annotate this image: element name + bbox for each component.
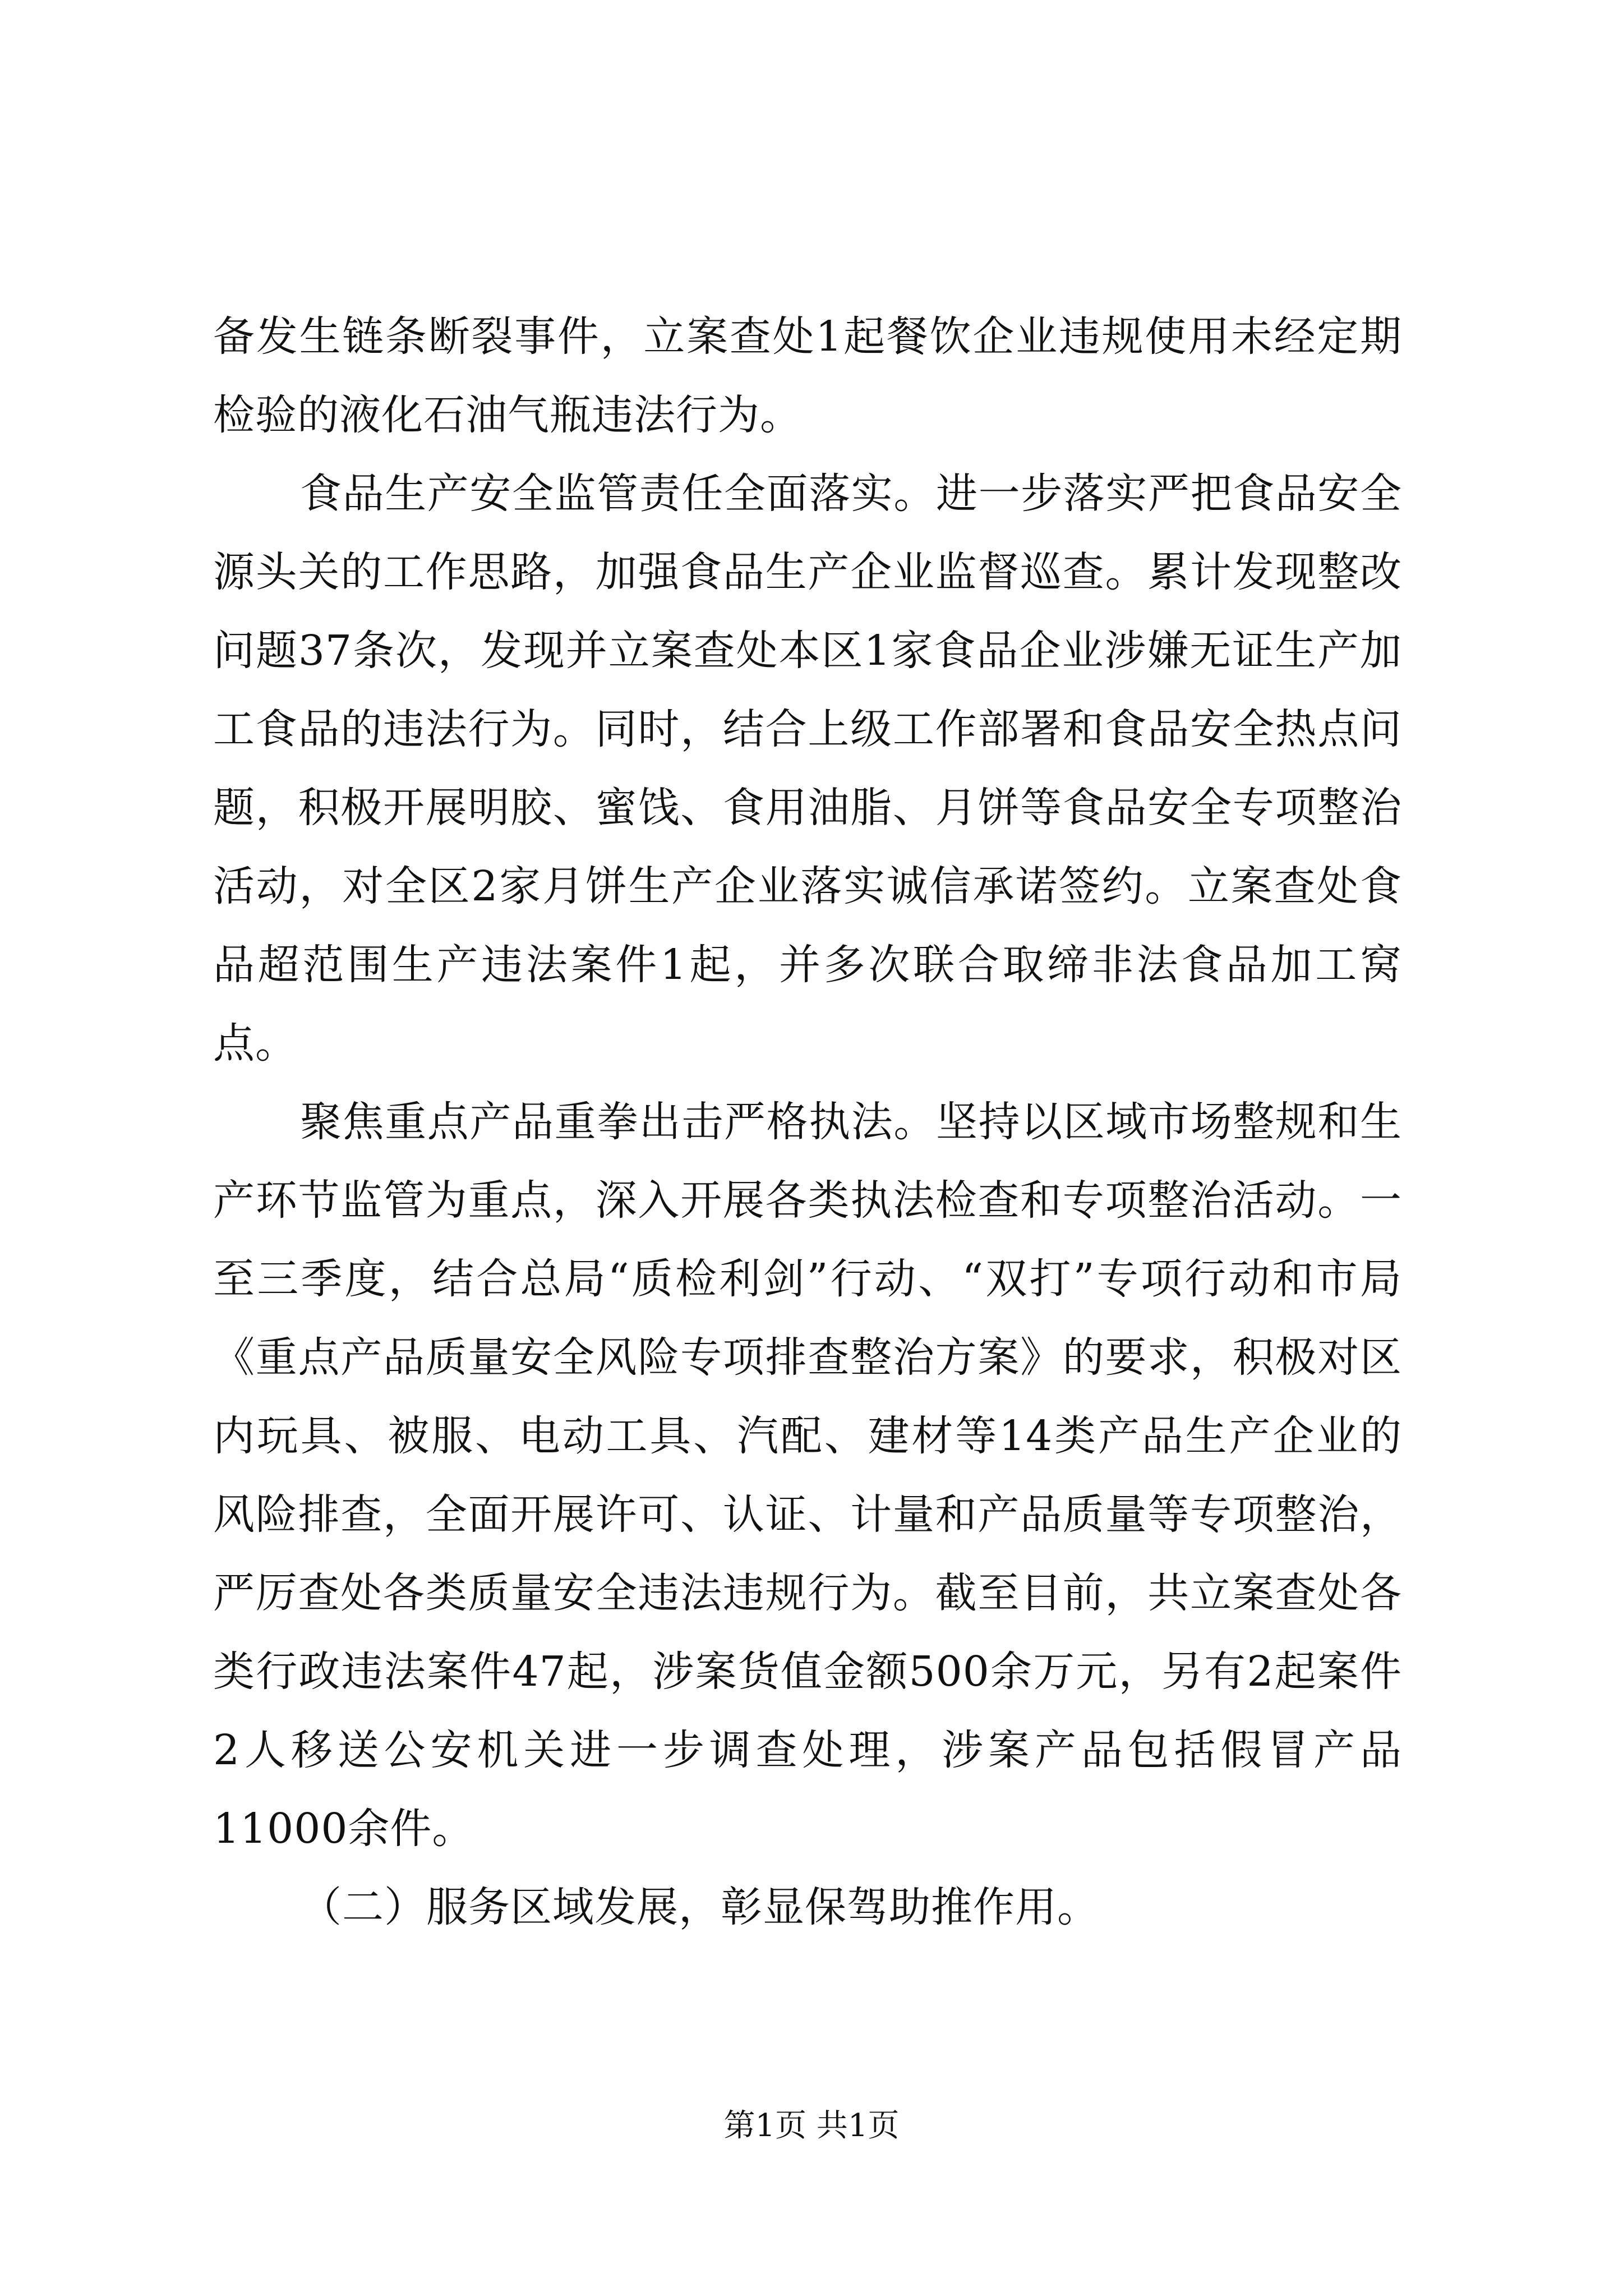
- page-footer: 第1页 共1页: [723, 2108, 900, 2144]
- document-body: [213, 297, 1402, 1947]
- paragraph-food-safety: 食品生产安全监管责任全面落实。进一步落实严把食品安全源头关的工作思路，加强食品生产企业监督巡查。累计发现整改问题37条次，发现并立案查处本区1家食品企业涉嫌无证生产加工食品的违法行为。同时，结合上级工作部署和食品安全热点问题，积极开展明胶、蜜饯、食用油脂、月饼等食品安全专项整治活动，对全区2家月饼生产企业落实诚信承诺签约。立案查处食品超范围生产违法案件1起，并多次联合取缔非法食品加工窝点。: [213, 470, 1402, 1068]
- paragraph-enforcement: 聚焦重点产品重拳出击严格执法。坚持以区域市场整规和生产环节监管为重点，深入开展各类执法检查和专项整治活动。一至三季度，结合总局“质检利剑”行动、“双打”专项行动和市局《重点产品质量安全风险专项排查整治方案》的要求，积极对区内玩具、被服、电动工具、汽配、建材等14类产品生产企业的风险排查，全面开展许可、认证、计量和产品质量等专项整治，严厉查处各类质量安全违法违规行为。截至目前，共立案查处各类行政违法案件47起，涉案货值金额500余万元，另有2起案件2人移送公安机关进一步调查处理，涉案产品包括假冒产品11000余件。: [213, 1098, 1402, 1853]
- paragraph-continuation: 备发生链条断裂事件，立案查处1起餐饮企业违规使用未经定期检验的液化石油气瓶违法行为。: [213, 312, 1402, 439]
- section-heading: （二）服务区域发展，彰显保驾助推作用。: [300, 1883, 1099, 1931]
